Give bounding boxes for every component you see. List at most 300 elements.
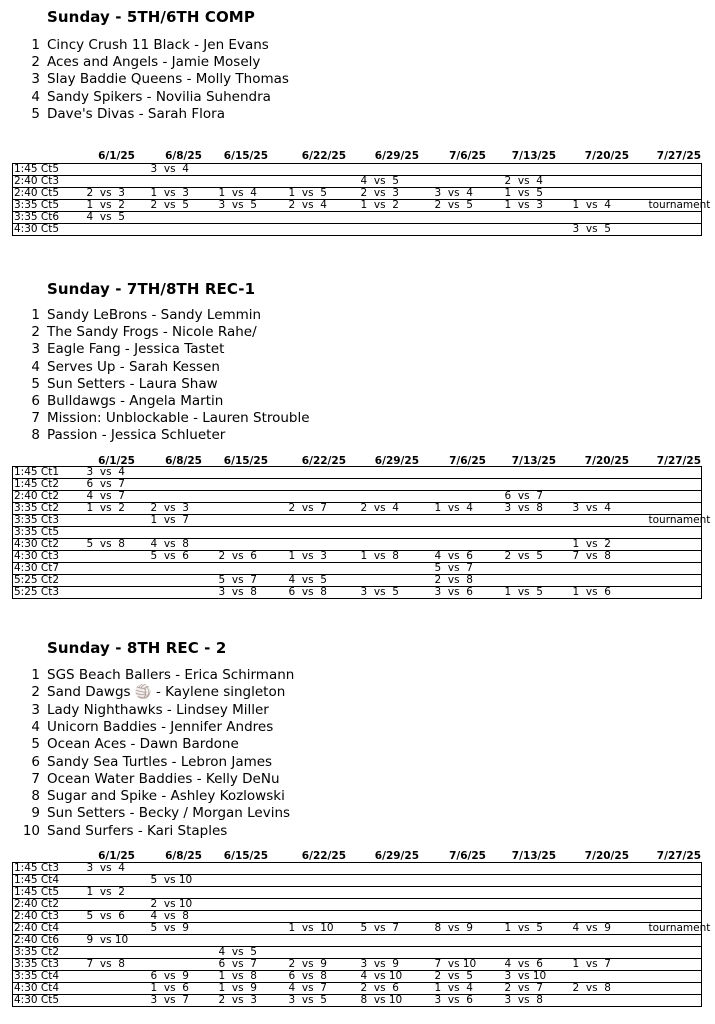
match-cell (85, 212, 149, 224)
table-row (13, 491, 702, 503)
tournament-label: tournament (648, 514, 711, 526)
match-cell (571, 212, 647, 224)
match-cell (359, 176, 433, 188)
table-row (13, 899, 702, 911)
match-cell (503, 899, 571, 911)
match-cell (647, 176, 702, 188)
match-cell (149, 224, 217, 236)
match-cell (647, 467, 702, 479)
match-cell (503, 200, 571, 212)
match-cell (571, 539, 647, 551)
match-cell (433, 971, 503, 983)
matchup: 2 vs 3 (86, 187, 125, 199)
match-cell (503, 551, 571, 563)
team-name: Slay Baddie Queens - Molly Thomas (47, 71, 289, 88)
match-cell (571, 935, 647, 947)
team-number: 1 (31, 667, 40, 683)
team-number: 3 (31, 701, 40, 718)
match-cell (571, 995, 647, 1007)
match-cell (287, 947, 359, 959)
match-cell (217, 551, 287, 563)
match-cell (571, 467, 647, 479)
date-header: 6/8/25 (165, 455, 202, 467)
match-cell (149, 212, 217, 224)
match-cell (647, 503, 702, 515)
match-cell (287, 983, 359, 995)
match-cell (647, 911, 702, 923)
time-court-label: 3:35 Ct3 (13, 959, 85, 971)
schedule-table (12, 862, 711, 1007)
table-row (13, 503, 702, 515)
match-cell (359, 551, 433, 563)
match-cell (503, 212, 571, 224)
match-cell (149, 515, 217, 527)
date-header: 7/27/25 (656, 850, 701, 862)
match-cell (287, 971, 359, 983)
matchup: 5 vs 7 (434, 562, 473, 574)
match-cell (287, 887, 359, 899)
match-cell (149, 911, 217, 923)
matchup: 3 vs 6 (434, 994, 473, 1006)
matchup: 2 vs 8 (572, 982, 611, 994)
match-cell (433, 575, 503, 587)
match-cell (571, 575, 647, 587)
matchup: 3 vs 4 (150, 163, 189, 175)
match-cell (287, 575, 359, 587)
match-cell (503, 887, 571, 899)
match-cell (647, 527, 702, 539)
date-header: 6/29/25 (374, 850, 419, 862)
match-cell (647, 922, 711, 935)
match-cell (571, 188, 647, 200)
time-court-label: 3:35 Ct6 (13, 212, 85, 224)
matchup: 1 vs 2 (86, 199, 125, 211)
matchup: 1 vs 10 (288, 922, 334, 934)
match-cell (85, 959, 149, 971)
match-cell (217, 479, 287, 491)
team-number: 6 (31, 393, 40, 409)
matchup: 3 vs 9 (360, 958, 399, 970)
team-name: Sand Dawgs 🏐 - Kaylene singleton (47, 684, 286, 701)
match-cell (359, 515, 433, 527)
match-cell (217, 188, 287, 200)
match-cell (571, 587, 647, 599)
match-cell (571, 164, 647, 176)
match-cell (85, 224, 149, 236)
match-cell (217, 176, 287, 188)
match-cell (571, 551, 647, 563)
matchup: 3 vs 6 (434, 586, 473, 598)
match-cell (359, 539, 433, 551)
match-cell (287, 911, 359, 923)
date-header: 6/8/25 (165, 850, 202, 862)
match-cell (503, 575, 571, 587)
match-cell (149, 575, 217, 587)
match-cell (85, 551, 149, 563)
match-cell (571, 479, 647, 491)
match-cell (647, 971, 702, 983)
match-cell (433, 863, 503, 875)
team-name: Aces and Angels - Jamie Mosely (47, 54, 261, 71)
match-cell (647, 983, 702, 995)
table-row (13, 875, 702, 887)
date-header: 7/6/25 (449, 850, 486, 862)
matchup: 6 vs 8 (288, 970, 327, 982)
team-number: 3 (31, 341, 40, 358)
match-cell (433, 200, 503, 212)
matchup: 1 vs 2 (360, 199, 399, 211)
team-name: Lady Nighthawks - Lindsey Miller (47, 701, 269, 718)
match-cell (647, 995, 702, 1007)
match-cell (359, 479, 433, 491)
team-name: Eagle Fang - Jessica Tastet (47, 341, 225, 358)
table-row (13, 563, 702, 575)
match-cell (647, 479, 702, 491)
matchup: 5 vs 7 (218, 574, 257, 586)
match-cell (359, 971, 433, 983)
match-cell (503, 188, 571, 200)
match-cell (359, 959, 433, 971)
match-cell (287, 491, 359, 503)
matchup: 3 vs 8 (504, 502, 543, 514)
match-cell (287, 467, 359, 479)
team-name: Serves Up - Sarah Kessen (47, 358, 220, 375)
matchup: 1 vs 4 (434, 982, 473, 994)
match-cell (149, 503, 217, 515)
date-header: 7/27/25 (656, 150, 701, 162)
match-cell (503, 983, 571, 995)
matchup: 6 vs 8 (288, 586, 327, 598)
matchup: 2 vs 6 (360, 982, 399, 994)
match-cell (287, 224, 359, 236)
team-name: Sand Surfers - Kari Staples (47, 822, 228, 839)
team-number: 9 (31, 805, 40, 822)
matchup: 7 vs 10 (434, 958, 477, 970)
date-header: 6/1/25 (98, 150, 135, 162)
match-cell (287, 503, 359, 515)
table-row (13, 176, 702, 188)
match-cell (433, 959, 503, 971)
matchup: 5 vs 6 (86, 910, 125, 922)
matchup: 3 vs 4 (434, 187, 473, 199)
match-cell (571, 947, 647, 959)
matchup: 4 vs 7 (86, 490, 125, 502)
team-name: Bulldawgs - Angela Martin (47, 393, 224, 409)
table-row (13, 188, 702, 200)
matchup: 3 vs 4 (86, 862, 125, 874)
match-cell (85, 983, 149, 995)
team-number: 5 (31, 736, 40, 753)
table-row (13, 200, 702, 212)
match-cell (149, 587, 217, 599)
match-cell (647, 863, 702, 875)
time-court-label: 4:30 Ct5 (13, 224, 85, 236)
matchup: 2 vs 4 (360, 502, 399, 514)
match-cell (287, 551, 359, 563)
matchup: 1 vs 5 (288, 187, 327, 199)
match-cell (85, 563, 149, 575)
match-cell (149, 959, 217, 971)
time-court-label: 2:40 Ct3 (13, 176, 85, 188)
match-cell (149, 176, 217, 188)
match-cell (287, 959, 359, 971)
match-cell (359, 212, 433, 224)
match-cell (85, 479, 149, 491)
match-cell (647, 575, 702, 587)
match-cell (571, 875, 647, 887)
match-cell (433, 983, 503, 995)
matchup: 6 vs 7 (504, 490, 543, 502)
matchup: 4 vs 8 (150, 910, 189, 922)
team-number: 2 (31, 324, 40, 341)
matchup: 1 vs 4 (572, 199, 611, 211)
date-header: 6/22/25 (301, 150, 346, 162)
table-row (13, 551, 702, 563)
match-cell (85, 515, 149, 527)
match-cell (149, 563, 217, 575)
match-cell (571, 959, 647, 971)
team-name: Passion - Jessica Schlueter (47, 427, 226, 444)
match-cell (359, 983, 433, 995)
match-cell (647, 935, 702, 947)
matchup: 2 vs 5 (434, 970, 473, 982)
match-cell (503, 515, 571, 527)
time-court-label: 4:30 Ct7 (13, 563, 85, 575)
match-cell (287, 875, 359, 887)
matchup: 4 vs 5 (218, 946, 257, 958)
matchup: 4 vs 10 (360, 970, 403, 982)
match-cell (359, 875, 433, 887)
match-cell (217, 200, 287, 212)
matchup: 1 vs 3 (504, 199, 543, 211)
match-cell (359, 935, 433, 947)
match-cell (433, 899, 503, 911)
team-name: Unicorn Baddies - Jennifer Andres (47, 718, 274, 735)
match-cell (433, 212, 503, 224)
table-row (13, 911, 702, 923)
time-court-label: 3:35 Ct4 (13, 971, 85, 983)
matchup: 4 vs 5 (86, 211, 125, 223)
matchup: 2 vs 4 (288, 199, 327, 211)
match-cell (359, 491, 433, 503)
match-cell (647, 212, 702, 224)
match-cell (287, 479, 359, 491)
match-cell (433, 587, 503, 599)
matchup: 3 vs 5 (218, 199, 257, 211)
schedule-table (12, 163, 711, 236)
match-cell (433, 224, 503, 236)
match-cell (217, 863, 287, 875)
time-court-label: 2:40 Ct5 (13, 188, 85, 200)
match-cell (149, 479, 217, 491)
matchup: 1 vs 4 (434, 502, 473, 514)
match-cell (85, 575, 149, 587)
match-cell (571, 863, 647, 875)
matchup: 3 vs 8 (504, 994, 543, 1006)
match-cell (217, 995, 287, 1007)
match-cell (647, 188, 702, 200)
time-court-label: 2:40 Ct2 (13, 899, 85, 911)
match-cell (359, 587, 433, 599)
match-cell (647, 875, 702, 887)
team-name: SGS Beach Ballers - Erica Schirmann (47, 667, 295, 683)
matchup: 2 vs 3 (150, 502, 189, 514)
match-cell (217, 164, 287, 176)
match-cell (571, 491, 647, 503)
match-cell (571, 527, 647, 539)
matchup: 2 vs 5 (150, 199, 189, 211)
match-cell (571, 224, 647, 236)
match-cell (433, 539, 503, 551)
team-name: Sandy Sea Turtles - Lebron James (47, 753, 273, 770)
table-row (13, 164, 702, 176)
match-cell (217, 587, 287, 599)
date-header: 6/22/25 (301, 455, 346, 467)
table-row (13, 224, 702, 236)
match-cell (217, 935, 287, 947)
match-cell (503, 971, 571, 983)
match-cell (647, 563, 702, 575)
section-title: Sunday - 7TH/8TH REC-1 (47, 280, 256, 298)
match-cell (647, 947, 702, 959)
matchup: 4 vs 5 (360, 175, 399, 187)
match-cell (287, 515, 359, 527)
match-cell (503, 923, 571, 935)
match-cell (217, 224, 287, 236)
match-cell (359, 863, 433, 875)
match-cell (359, 467, 433, 479)
time-court-label: 4:30 Ct5 (13, 995, 85, 1007)
matchup: 4 vs 6 (504, 958, 543, 970)
match-cell (571, 563, 647, 575)
matchup: 1 vs 7 (572, 958, 611, 970)
match-cell (359, 527, 433, 539)
match-cell (503, 527, 571, 539)
match-cell (503, 959, 571, 971)
matchup: 2 vs 9 (288, 958, 327, 970)
matchup: 2 vs 3 (218, 994, 257, 1006)
team-name: The Sandy Frogs - Nicole Rahe/ (47, 324, 257, 341)
time-court-label: 2:40 Ct4 (13, 923, 85, 935)
matchup: 4 vs 7 (288, 982, 327, 994)
match-cell (85, 164, 149, 176)
time-court-label: 5:25 Ct3 (13, 587, 85, 599)
match-cell (217, 923, 287, 935)
date-header: 6/15/25 (223, 850, 268, 862)
match-cell (149, 164, 217, 176)
match-cell (359, 200, 433, 212)
table-row (13, 575, 702, 587)
match-cell (433, 164, 503, 176)
matchup: 3 vs 5 (288, 994, 327, 1006)
matchup: 1 vs 2 (86, 502, 125, 514)
time-court-label: 3:35 Ct2 (13, 947, 85, 959)
match-cell (571, 887, 647, 899)
match-cell (433, 515, 503, 527)
match-cell (647, 587, 702, 599)
match-cell (571, 971, 647, 983)
team-number: 6 (31, 753, 40, 770)
match-cell (433, 188, 503, 200)
match-cell (85, 176, 149, 188)
match-cell (503, 911, 571, 923)
matchup: 3 vs 5 (572, 223, 611, 235)
match-cell (149, 923, 217, 935)
match-cell (433, 935, 503, 947)
table-row (13, 983, 702, 995)
matchup: 4 vs 6 (434, 550, 473, 562)
match-cell (149, 551, 217, 563)
match-cell (85, 503, 149, 515)
match-cell (149, 899, 217, 911)
matchup: 8 vs 9 (434, 922, 473, 934)
match-cell (647, 539, 702, 551)
match-cell (149, 200, 217, 212)
match-cell (503, 863, 571, 875)
match-cell (433, 176, 503, 188)
date-header-row (0, 150, 715, 164)
match-cell (149, 887, 217, 899)
matchup: 9 vs 10 (86, 934, 129, 946)
match-cell (571, 923, 647, 935)
match-cell (85, 995, 149, 1007)
matchup: 1 vs 7 (150, 514, 189, 526)
matchup: 1 vs 4 (218, 187, 257, 199)
match-cell (287, 863, 359, 875)
match-cell (571, 503, 647, 515)
match-cell (433, 875, 503, 887)
match-cell (149, 527, 217, 539)
match-cell (85, 911, 149, 923)
team-number: 8 (31, 427, 40, 444)
match-cell (149, 947, 217, 959)
matchup: 1 vs 3 (150, 187, 189, 199)
date-header: 6/8/25 (165, 150, 202, 162)
time-court-label: 3:35 Ct5 (13, 200, 85, 212)
tournament-label: tournament (648, 922, 711, 934)
matchup: 3 vs 10 (504, 970, 547, 982)
team-name: Cincy Crush 11 Black - Jen Evans (47, 37, 269, 53)
date-header: 6/1/25 (98, 850, 135, 862)
team-number: 1 (31, 307, 40, 323)
matchup: 2 vs 7 (504, 982, 543, 994)
time-court-label: 3:35 Ct2 (13, 503, 85, 515)
matchup: 3 vs 7 (150, 994, 189, 1006)
match-cell (85, 863, 149, 875)
match-cell (217, 539, 287, 551)
match-cell (359, 188, 433, 200)
matchup: 1 vs 8 (360, 550, 399, 562)
date-header: 6/29/25 (374, 150, 419, 162)
match-cell (433, 479, 503, 491)
match-cell (287, 200, 359, 212)
matchup: 5 vs 7 (360, 922, 399, 934)
time-court-label: 1:45 Ct1 (13, 467, 85, 479)
team-number: 7 (31, 770, 40, 787)
table-row (13, 467, 702, 479)
match-cell (503, 491, 571, 503)
team-number: 2 (31, 684, 40, 701)
match-cell (287, 527, 359, 539)
match-cell (647, 959, 702, 971)
team-name: Sugar and Spike - Ashley Kozlowski (47, 788, 285, 805)
match-cell (359, 899, 433, 911)
match-cell (217, 467, 287, 479)
team-name: Sandy Spikers - Novilia Suhendra (47, 88, 271, 105)
match-cell (287, 995, 359, 1007)
matchup: 1 vs 6 (150, 982, 189, 994)
match-cell (503, 176, 571, 188)
